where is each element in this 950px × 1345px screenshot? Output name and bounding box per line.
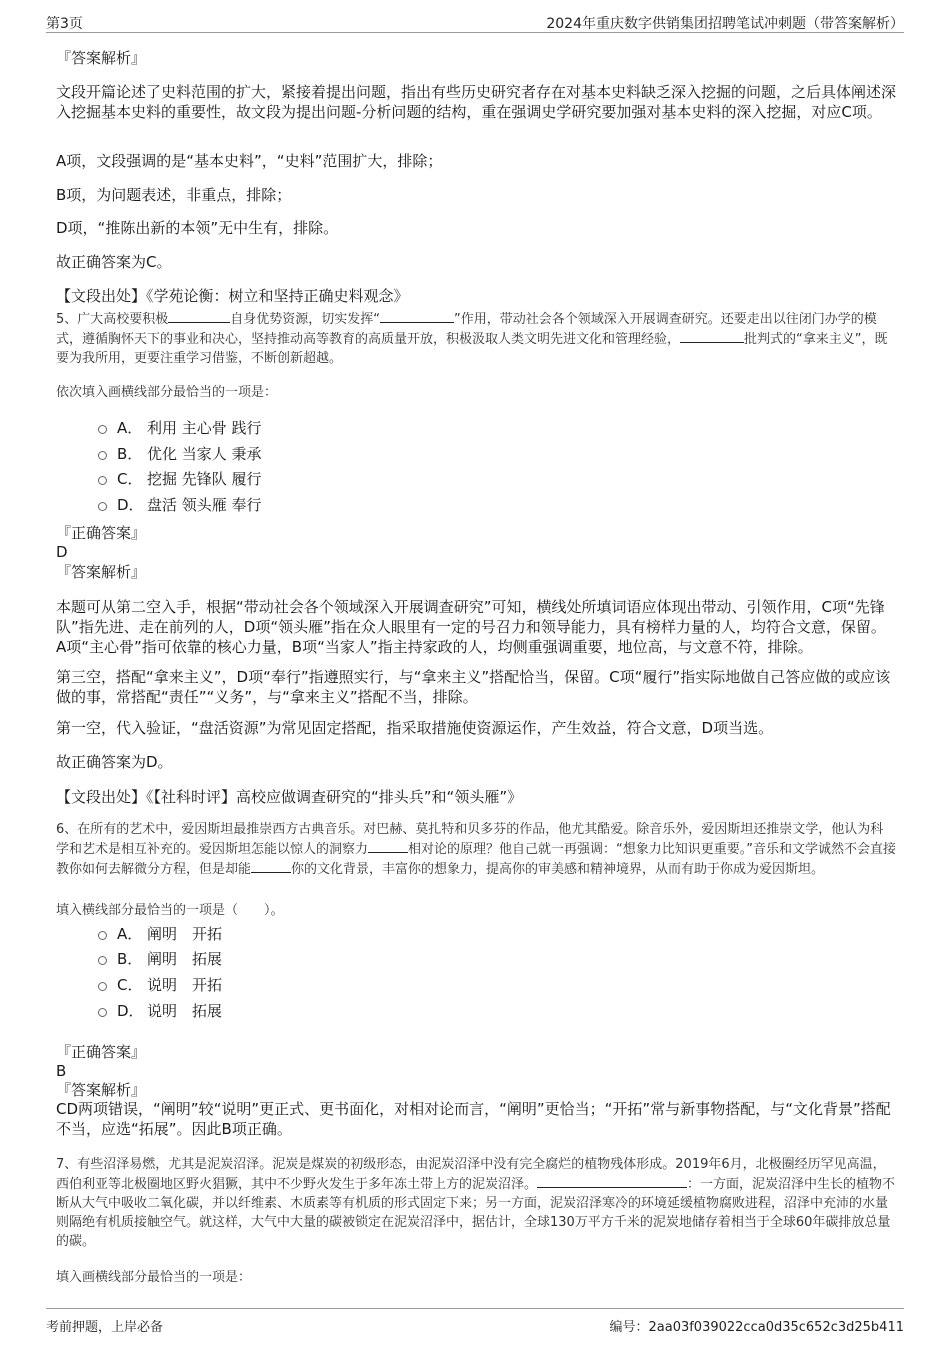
q5-blank-1 <box>168 309 230 323</box>
footer-slogan: 考前押题，上岸必备 <box>46 1320 164 1335</box>
radio-icon[interactable] <box>98 476 107 485</box>
q6-option-c[interactable]: C． 说明 开拓 <box>98 975 222 995</box>
radio-icon[interactable] <box>98 1008 107 1017</box>
q5-analysis-label: 『答案解析』 <box>56 563 147 581</box>
q6-analysis: CD两项错误，“阐明”较“说明”更正式、更书面化，对相对论而言，“阐明”更恰当；“开拓”常与新事物搭配，与“文化背景”搭配不当，应选“拓展”。因此B项正确。 <box>56 1100 891 1138</box>
document-title: 2024年重庆数字供销集团招聘笔试冲刺题（带答案解析） <box>546 16 904 32</box>
radio-icon[interactable] <box>98 982 107 991</box>
page-header <box>46 10 904 33</box>
q4-option-b-note: B项，为问题表述，非重点，排除； <box>56 186 292 204</box>
q6-blank-2 <box>251 859 291 873</box>
q5-blank-3 <box>680 329 744 343</box>
q4-option-d-note: D项，“推陈出新的本领”无中生有，排除。 <box>56 219 339 237</box>
q5-prompt: 依次填入画横线部分最恰当的一项是： <box>56 385 278 400</box>
q6-option-d[interactable]: D． 说明 拓展 <box>98 1001 222 1021</box>
q6-answer: B <box>56 1062 67 1080</box>
q5-answer: D <box>56 543 68 561</box>
q4-analysis-label: 『答案解析』 <box>56 49 147 67</box>
q5-conclusion: 故正确答案为D。 <box>56 753 173 771</box>
page-footer <box>46 1308 904 1339</box>
radio-icon[interactable] <box>98 451 107 460</box>
q5-answer-label: 『正确答案』 <box>56 524 147 542</box>
q6-option-a[interactable]: A． 阐明 开拓 <box>98 924 222 944</box>
radio-icon[interactable] <box>98 931 107 940</box>
q5-option-b[interactable]: B． 优化 当家人 秉承 <box>98 444 262 464</box>
q5-analysis-para-2: 第三空，搭配“拿来主义”，D项“奉行”指遵照实行，与“拿来主义”搭配恰当，保留。C项“履行”指实际地做自己答应做的或应该做的事，常搭配“责任”“义务”，与“拿来主义”搭配不当，排除。 <box>56 668 891 706</box>
q6-answer-label: 『正确答案』 <box>56 1043 147 1061</box>
q5-option-d[interactable]: D． 盘活 领头雁 奉行 <box>98 495 262 515</box>
q7-stem: 7、有些沼泽易燃，尤其是泥炭沼泽。泥炭是煤炭的初级形态，由泥炭沼泽中没有完全腐烂的植物残体形成。2019年6月，北极圈经历罕见高温，西伯利亚等北极圈地区野火猖獗，其中不少野火发生于多年冻土带上方的泥炭沼泽。 ：一方面，泥炭沼泽中生长的植物不断从大气中吸收二氧化碳，并以纤维素、木质素等有机质的形式固定下来；另一方面，泥炭沼泽寒冷的环境延缓植物腐败进程，沼泽中充沛的水量则隔绝有机质接触空气。就这样，大气中大量的碳被锁定在泥炭沼泽中，据估计，全球130万平方千米的泥炭地储存着相当于全球60年碳排放总量的碳。 <box>56 1157 896 1249</box>
q6-analysis-label: 『答案解析』 <box>56 1081 147 1099</box>
q5-option-a[interactable]: A． 利用 主心骨 践行 <box>98 418 262 438</box>
q5-analysis-para-3: 第一空，代入验证，“盘活资源”为常见固定搭配，指采取措施使资源运作，产生效益，符合文意，D项当选。 <box>56 719 774 737</box>
radio-icon[interactable] <box>98 502 107 511</box>
q4-analysis-para: 文段开篇论述了史料范围的扩大，紧接着提出问题，指出有些历史研究者存在对基本史料缺乏深入挖掘的问题，之后具体阐述深入挖掘基本史料的重要性，故文段为提出问题-分析问题的结构，重在强调史学研究要加强对基本史料的深入挖掘，对应C项。 <box>56 83 897 121</box>
q6-blank-1 <box>368 839 408 853</box>
q5-blank-2 <box>380 309 454 323</box>
q7-prompt: 填入画横线部分最恰当的一项是： <box>56 1270 252 1285</box>
q4-option-a-note: A项，文段强调的是“基本史料”，“史料”范围扩大，排除； <box>56 152 443 170</box>
q5-analysis-para-1: 本题可从第二空入手，根据“带动社会各个领域深入开展调查研究”可知，横线处所填词语应体现出带动、引领作用，C项“先锋队”指先进、走在前列的人，D项“领头雁”指在众人眼里有一定的号召力和领导能力，具有榜样力量的人，均符合文意，保留。A项“主心骨”指可依靠的核心力量，B项“当家人”指主持家政的人，均侧重强调重要，地位高，与文意不符，排除。 <box>56 598 886 656</box>
radio-icon[interactable] <box>98 956 107 965</box>
q6-option-b[interactable]: B． 阐明 拓展 <box>98 949 222 969</box>
q5-stem: 5、广大高校要积极 自身优势资源，切实发挥“ ”作用，带动社会各个领域深入开展调查研究。还要走出以往闭门办学的模式，遵循胸怀天下的事业和决心，坚持推动高等教育的高质量开放，积极汲取人类文明先进文化和管理经验， 批判式的“拿来主义”，既要为我所用，更要注重学习借鉴，不断创新超越。 <box>56 309 896 368</box>
document-code: 编号：2aa03f039022cca0d35c652c3d25b411 <box>609 1320 904 1335</box>
q6-stem: 6、在所有的艺术中，爱因斯坦最推崇西方古典音乐。对巴赫、莫扎特和贝多芬的作品，他尤其酷爱。除音乐外，爱因斯坦还推崇文学，他认为科学和艺术是相互补充的。爱因斯坦怎能以惊人的洞察力 相对论的原理？他自己就一再强调：“想象力比知识更重要。”音乐和文学诚然不会直接教你如何去解微分方程，但是却能 你的文化背景，丰富你的想象力，提高你的审美感和精神境界，从而有助于你成为爱因斯坦。 <box>56 822 896 877</box>
q5-source: 【文段出处】《【社科时评】高校应做调查研究的“排头兵”和“领头雁”》 <box>56 788 523 806</box>
q4-conclusion: 故正确答案为C。 <box>56 253 172 271</box>
q7-blank <box>537 1174 687 1188</box>
page-number: 第3页 <box>46 16 83 32</box>
q4-source: 【文段出处】《学苑论衡：树立和坚持正确史料观念》 <box>56 287 409 305</box>
q6-prompt: 填入横线部分最恰当的一项是（ ）。 <box>56 903 284 918</box>
radio-icon[interactable] <box>98 425 107 434</box>
q5-option-c[interactable]: C． 挖掘 先锋队 履行 <box>98 469 262 489</box>
